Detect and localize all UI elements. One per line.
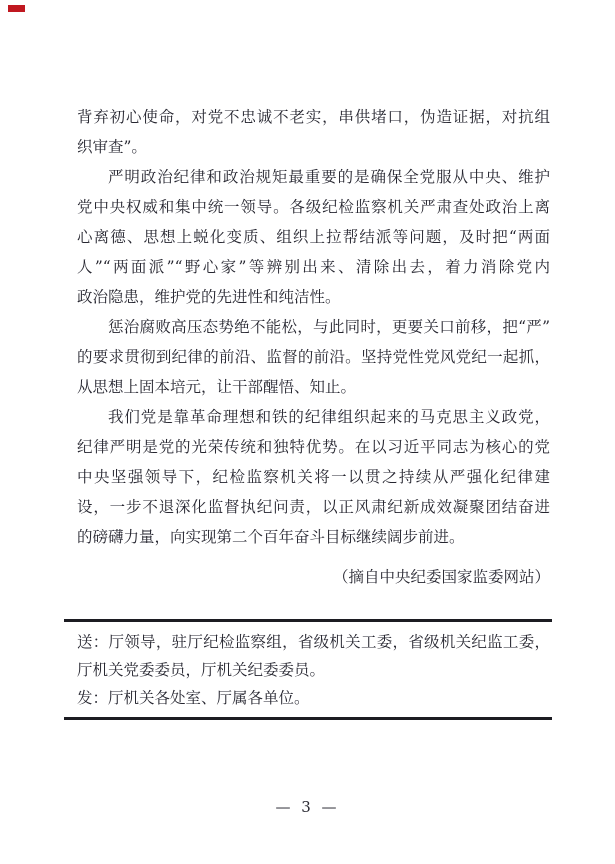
distribution-line: 发：厅机关各处室、厅属各单位。 [77, 689, 310, 707]
text-line: 设，一步不退深化监督执纪问责，以正风肃纪新成效凝聚团结奋进 [77, 498, 550, 516]
text-line: 政治隐患，维护党的先进性和纯洁性。 [77, 288, 341, 306]
text-line: 纪律严明是党的光荣传统和独特优势。在以习近平同志为核心的党 [77, 438, 550, 456]
text-line: 我们党是靠革命理想和铁的纪律组织起来的马克思主义政党， [108, 408, 550, 426]
page-number: — 3 — [275, 798, 340, 816]
body-text [77, 102, 550, 552]
text-line: 心离德、思想上蜕化变质、组织上拉帮结派等问题，及时把“两面 [77, 228, 550, 246]
text-line: 惩治腐败高压态势绝不能松，与此同时，更要关口前移，把“严” [108, 318, 550, 336]
text-line: 严明政治纪律和政治规矩最重要的是确保全党服从中央、维护 [108, 168, 550, 186]
text-line: 中央坚强领导下，纪检监察机关将一以贯之持续从严强化纪律建 [77, 468, 550, 486]
text-line: 背弃初心使命，对党不忠诚不老实，串供堵口，伪造证据，对抗组 [77, 108, 550, 126]
text-line: 的磅礴力量，向实现第二个百年奋斗目标继续阔步前进。 [77, 528, 465, 546]
text-line: 的要求贯彻到纪律的前沿、监督的前沿。坚持党性党风党纪一起抓， [77, 348, 550, 366]
red-mark [8, 5, 25, 12]
text-line: 织审查”。 [77, 138, 147, 156]
attribution-line: （摘自中央纪委国家监委网站） [332, 568, 550, 586]
text-line: 从思想上固本培元，让干部醒悟、知止。 [77, 378, 357, 396]
distribution-line: 厅机关党委委员，厅机关纪委委员。 [77, 661, 326, 679]
text-line: 人”“两面派”“野心家”等辨别出来、清除出去，着力消除党内 [77, 258, 550, 276]
distribution-line: 送：厅领导，驻厅纪检监察组，省级机关工委，省级机关纪监工委， [77, 633, 550, 651]
distribution-block [64, 619, 552, 720]
text-line: 党中央权威和集中统一领导。各级纪检监察机关严肃查处政治上离 [77, 198, 550, 216]
